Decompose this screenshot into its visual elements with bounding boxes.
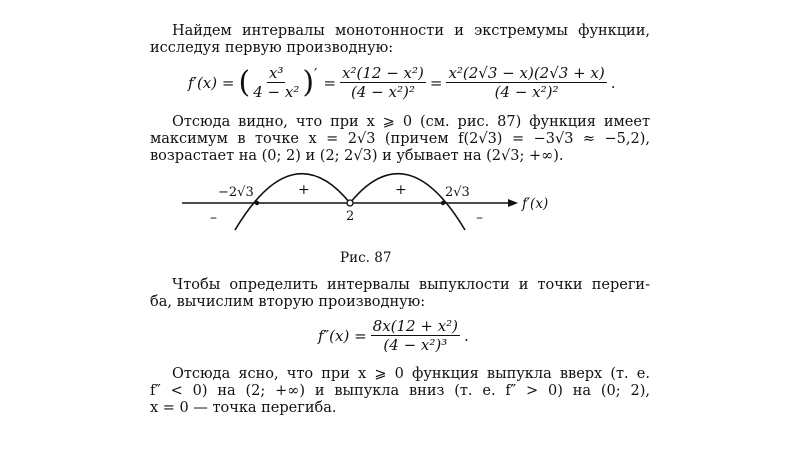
formula1-frac2-num: x²(12 − x²)	[342, 64, 424, 82]
right-root-point	[441, 201, 445, 205]
para4-line-3: x = 0 — точка перегиба.	[150, 400, 337, 416]
formula1-frac2-den: (4 − x²)²	[351, 83, 415, 101]
sign-diagram-figure	[170, 168, 570, 248]
formula1-eq2: =	[429, 73, 443, 92]
formula1-eq1: =	[323, 73, 337, 92]
formula1-lhs: f′(x) =	[188, 73, 235, 92]
formula1-open-paren: (	[238, 64, 251, 100]
first-derivative-formula	[188, 64, 616, 101]
second-derivative-formula	[318, 317, 469, 354]
formula2-frac	[371, 317, 460, 354]
intro-line-1: Найдем интервалы монотонности и экстремумы функции,	[172, 23, 650, 39]
formula1-frac3-den: (4 − x²)²	[494, 83, 559, 101]
axis-label: f′(x)	[522, 196, 549, 212]
formula1-frac1-num: x³	[269, 64, 284, 82]
para4-line-1: Отсюда ясно, что при x ⩾ 0 функция выпукла вверх (т. е.	[172, 366, 650, 382]
sign-minus-left: –	[210, 210, 217, 226]
axis-arrow-icon	[508, 199, 518, 207]
formula2-den: (4 − x²)³	[383, 336, 448, 354]
para3-line-1: Чтобы определить интервалы выпуклости и точки переги-	[172, 277, 650, 293]
figure-caption: Рис. 87	[340, 250, 392, 266]
formula2-lhs: f″(x) =	[318, 326, 367, 345]
formula2-period: .	[464, 326, 469, 345]
left-arch-curve	[235, 174, 350, 230]
sign-plus-right: +	[395, 182, 407, 198]
intro-line-2: исследуя первую производную:	[150, 40, 394, 56]
center-open-point	[347, 200, 353, 206]
para3-line-2: ба, вычислим вторую производную:	[150, 294, 426, 310]
sign-plus-left: +	[298, 182, 310, 198]
formula1-prime: ′	[314, 64, 318, 83]
center-label: 2	[346, 209, 355, 224]
formula1-frac1-den: 4 − x²	[253, 83, 300, 101]
para2-line-1: Отсюда видно, что при x ⩾ 0 (см. рис. 87) функция имеет	[172, 114, 650, 130]
left-root-label: −2√3	[218, 185, 254, 200]
para4-line-2: f″ < 0) на (2; +∞) и выпукла вниз (т. е. f″ > 0) на (0; 2),	[150, 383, 650, 399]
sign-minus-right: –	[476, 210, 483, 226]
right-root-label: 2√3	[445, 185, 470, 200]
formula1-frac3-num: x²(2√3 − x)(2√3 + x)	[448, 64, 605, 82]
formula1-frac3	[446, 64, 606, 101]
para2-line-2: максимум в точке x = 2√3 (причем f(2√3) = −3√3 ≈ −5,2),	[150, 131, 650, 147]
para2-line-3: возрастает на (0; 2) и (2; 2√3) и убывает на (2√3; +∞).	[150, 148, 564, 164]
right-arch-curve	[350, 174, 465, 230]
formula1-close-paren: )	[302, 64, 315, 100]
formula2-num: 8x(12 + x²)	[372, 317, 459, 335]
formula1-frac1	[251, 64, 301, 101]
formula1-period: .	[610, 73, 616, 92]
left-root-point	[255, 201, 259, 205]
formula1-frac2	[340, 64, 426, 101]
